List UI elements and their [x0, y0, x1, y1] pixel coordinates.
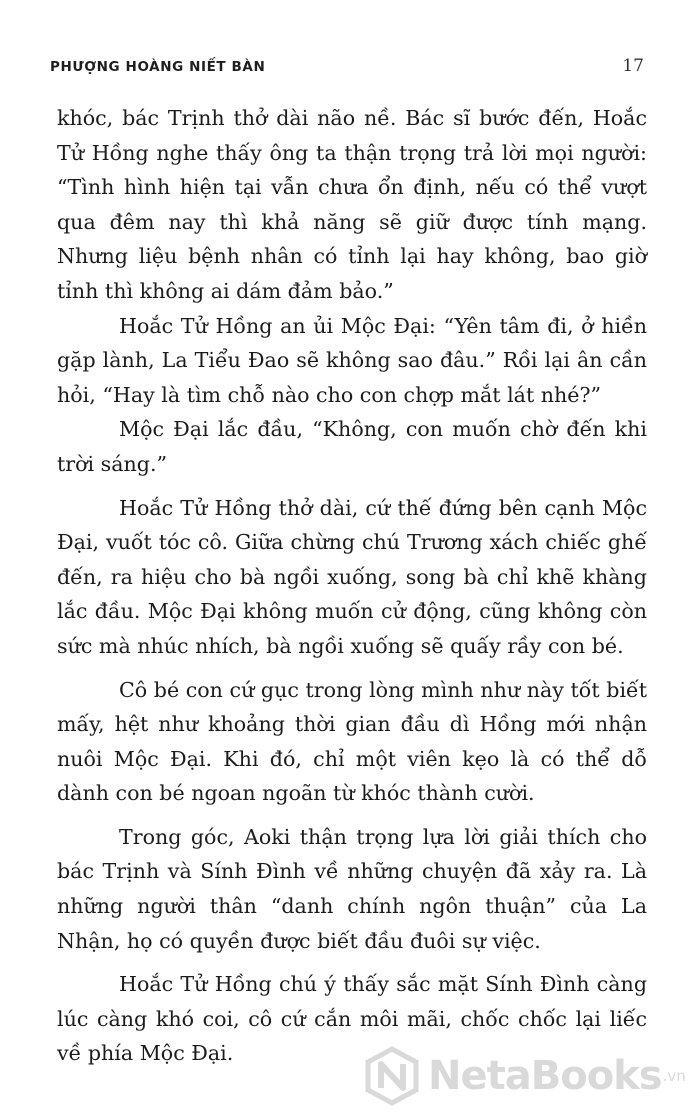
paragraph: Cô bé con cứ gục trong lòng mình như này tốt biết mấy, hệt như khoảng thời gian đầu dì Hồng mới nhận nuôi Mộc Đại. Khi đó, chỉ một viên kẹo là có thể dỗ dành con bé ngoan ngoãn từ khóc thành cười.	[57, 677, 647, 806]
paragraph: Hoắc Tử Hồng thở dài, cứ thế đứng bên cạnh Mộc Đại, vuốt tóc cô. Giữa chừng chú Trương xách chiếc ghế đến, ra hiệu cho bà ngồi xuống, song bà chỉ khẽ khàng lắc đầu. Mộc Đại không muốn cử động, cũng không còn sức mà nhúc nhích, bà ngồi xuống sẽ quấy rầy con bé.	[57, 495, 647, 658]
page-number: 17	[622, 56, 644, 76]
paragraph: Hoắc Tử Hồng chú ý thấy sắc mặt Sính Đình càng lúc càng khó coi, cô cứ cắn môi mãi, chốc chốc lại liếc về phía Mộc Đại.	[57, 972, 647, 1066]
netabooks-logo-icon	[364, 1046, 420, 1106]
watermark-brand: NetaBooks	[428, 1053, 662, 1099]
body-text	[57, 101, 647, 1071]
paragraph: Trong góc, Aoki thận trọng lựa lời giải thích cho bác Trịnh và Sính Đình về những chuyện đã xảy ra. Là những người thân “danh chính ngôn thuận” của La Nhận, họ có quyền được biết đầu đuôi sự việc.	[57, 824, 647, 953]
paragraph: Hoắc Tử Hồng an ủi Mộc Đại: “Yên tâm đi, ở hiền gặp lành, La Tiểu Đao sẽ không sao đâu.” Rồi lại ân cần hỏi, “Hay là tìm chỗ nào cho con chợp mắt lát nhé?”	[57, 313, 647, 407]
paragraph: Mộc Đại lắc đầu, “Không, con muốn chờ đến khi trời sáng.”	[57, 417, 647, 476]
running-header: PHƯỢNG HOÀNG NIẾT BÀN	[50, 59, 266, 75]
watermark	[364, 1044, 694, 1108]
paragraph: khóc, bác Trịnh thở dài não nề. Bác sĩ bước đến, Hoắc Tử Hồng nghe thấy ông ta thận trọng trả lời mọi người: “Tình hình hiện tại vẫn chưa ổn định, nếu có thể vượt qua đêm nay thì khả năng sẽ giữ được tính mạng. Nhưng liệu bệnh nhân có tỉnh lại hay không, bao giờ tỉnh thì không ai dám đảm bảo.”	[57, 106, 647, 303]
watermark-suffix: .vn	[662, 1067, 686, 1085]
